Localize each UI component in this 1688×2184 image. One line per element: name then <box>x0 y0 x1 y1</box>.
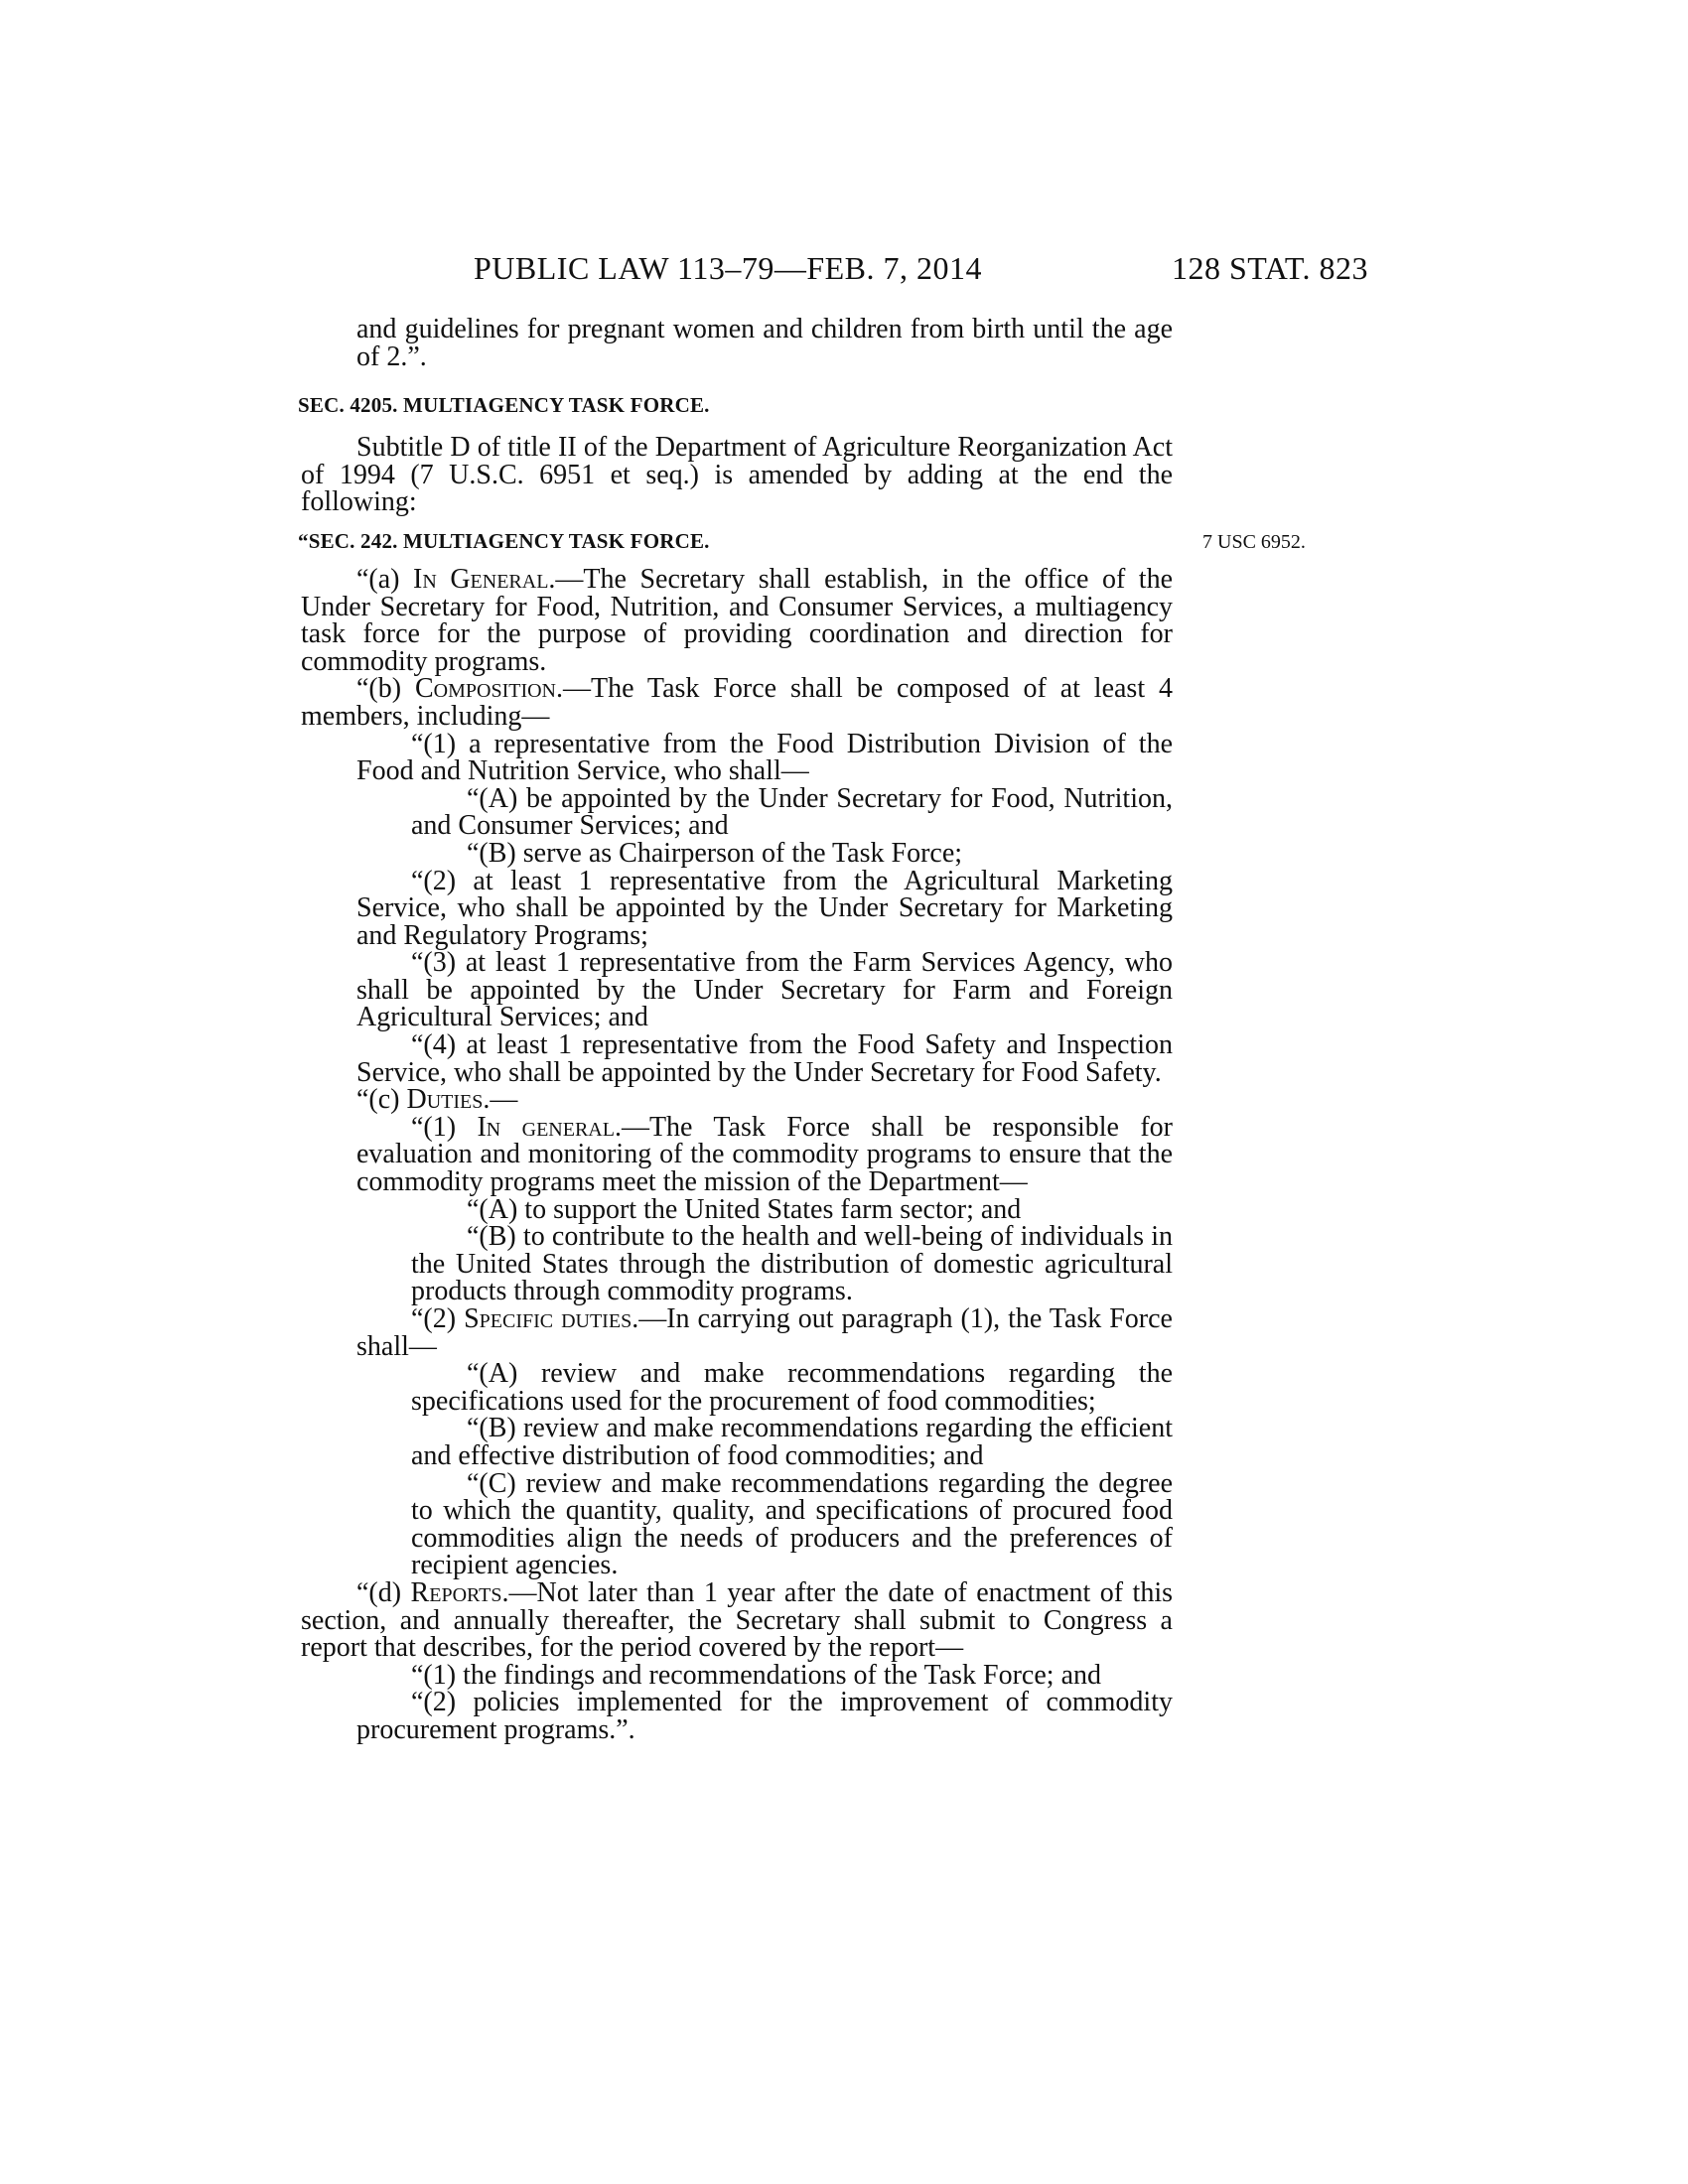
subsection-a-lead: “(a) <box>356 563 414 595</box>
paragraph-b2: “(2) at least 1 representative from the Agricultural Marketing Service, who shall be appointed by the Under Secretary for Marketing and Regulatory Programs; <box>356 865 1173 951</box>
paragraph-c2-lead: “(2) <box>411 1303 465 1334</box>
paragraph-b4: “(4) at least 1 representative from the Food Safety and Inspection Service, who shall be appointed by the Under Secretary for Food Safety. <box>356 1029 1173 1088</box>
paragraph-b3: “(3) at least 1 representative from the Farm Services Agency, who shall be appointed by the Under Secretary for Farm and Foreign Agricultural Services; and <box>356 947 1173 1033</box>
subsection-b-heading: Composition <box>414 673 556 705</box>
subparagraph-c2b: “(B) review and make recommendations regarding the efficient and effective distribution of food commodities; and <box>411 1413 1173 1471</box>
margin-citation: 7 USC 6952. <box>1202 531 1306 553</box>
subsection-b-lead: “(b) <box>356 673 415 705</box>
subsection-d-heading: Reports <box>410 1576 502 1608</box>
subsection-d <box>301 1576 1173 1664</box>
subsection-c-lead: “(c) <box>356 1084 407 1116</box>
subsection-c-heading: Duties <box>406 1084 484 1116</box>
paragraph-c1 <box>301 1111 1174 1198</box>
subsection-a <box>301 563 1173 677</box>
subsection-c <box>301 1086 1173 1114</box>
amendment-intro: Subtitle D of title II of the Department of Agriculture Reorganization Act of 1994 (7 U.S.C. 6951 et seq.) is amended by adding at the end the following: <box>301 432 1173 518</box>
section-heading-4205: SEC. 4205. MULTIAGENCY TASK FORCE. <box>298 393 710 418</box>
subparagraph-c2c: “(C) review and make recommendations regarding the degree to which the quantity, quality, and specifications of procured food commodities align the needs of producers and the preferences of recipient agencies. <box>411 1467 1173 1581</box>
paragraph-d1: “(1) the findings and recommendations of the Task Force; and <box>411 1659 1101 1691</box>
subparagraph-c1a: “(A) to support the United States farm sector; and <box>467 1193 1022 1225</box>
paragraph-d2: “(2) policies implemented for the improvement of commodity procurement programs.”. <box>356 1687 1173 1745</box>
subsection-b <box>301 675 1173 730</box>
paragraph-c2-text: .—In carrying out paragraph (1), the Task Force shall— <box>356 1303 1173 1362</box>
subparagraph-c1b: “(B) to contribute to the health and well-being of individuals in the United States through the distribution of domestic agricultural products through commodity programs. <box>411 1221 1173 1307</box>
subsection-a-heading: In General <box>413 563 549 595</box>
page-header <box>0 250 1688 290</box>
running-head: PUBLIC LAW 113–79—FEB. 7, 2014 <box>474 250 983 286</box>
paragraph-c2-heading: Specific duties <box>464 1303 633 1334</box>
subparagraph-b1a: “(A) be appointed by the Under Secretary for Food, Nutrition, and Consumer Services; and <box>411 782 1173 842</box>
document-body <box>298 314 1174 1745</box>
paragraph-b1: “(1) a representative from the Food Distribution Division of the Food and Nutrition Service, who shall— <box>356 728 1173 787</box>
subsection-d-text: .—Not later than 1 year after the date of enactment of this section, and annually thereafter, the Secretary shall submit to Congress a report that describes, for the period covered by the report— <box>301 1576 1173 1664</box>
subsection-b-text: .—The Task Force shall be composed of at least 4 members, including— <box>301 673 1174 732</box>
subsection-d-lead: “(d) <box>356 1576 411 1608</box>
paragraph-c2 <box>301 1305 1173 1360</box>
section-heading-242: “SEC. 242. MULTIAGENCY TASK FORCE. <box>298 528 710 553</box>
paragraph-c1-heading: In general <box>477 1111 615 1143</box>
paragraph-continuation: and guidelines for pregnant women and children from birth until the age of 2.”. <box>356 314 1173 372</box>
paragraph-c1-text: .—The Task Force shall be responsible for evaluation and monitoring of the commodity programs to ensure that the commodity programs meet the mission of the Department— <box>356 1111 1174 1198</box>
statute-page-number: 128 STAT. 823 <box>1171 250 1368 286</box>
subsection-c-text: .— <box>483 1084 518 1116</box>
subparagraph-b1b: “(B) serve as Chairperson of the Task Force; <box>467 837 963 869</box>
subparagraph-c2a: “(A) review and make recommendations regarding the specifications used for the procurement of food commodities; <box>411 1358 1173 1417</box>
paragraph-c1-lead: “(1) <box>411 1111 478 1143</box>
subsection-a-text: .—The Secretary shall establish, in the office of the Under Secretary for Food, Nutrition, and Consumer Services, a multiagency task force for the purpose of providing coordination and direction for commodity programs. <box>301 563 1173 677</box>
